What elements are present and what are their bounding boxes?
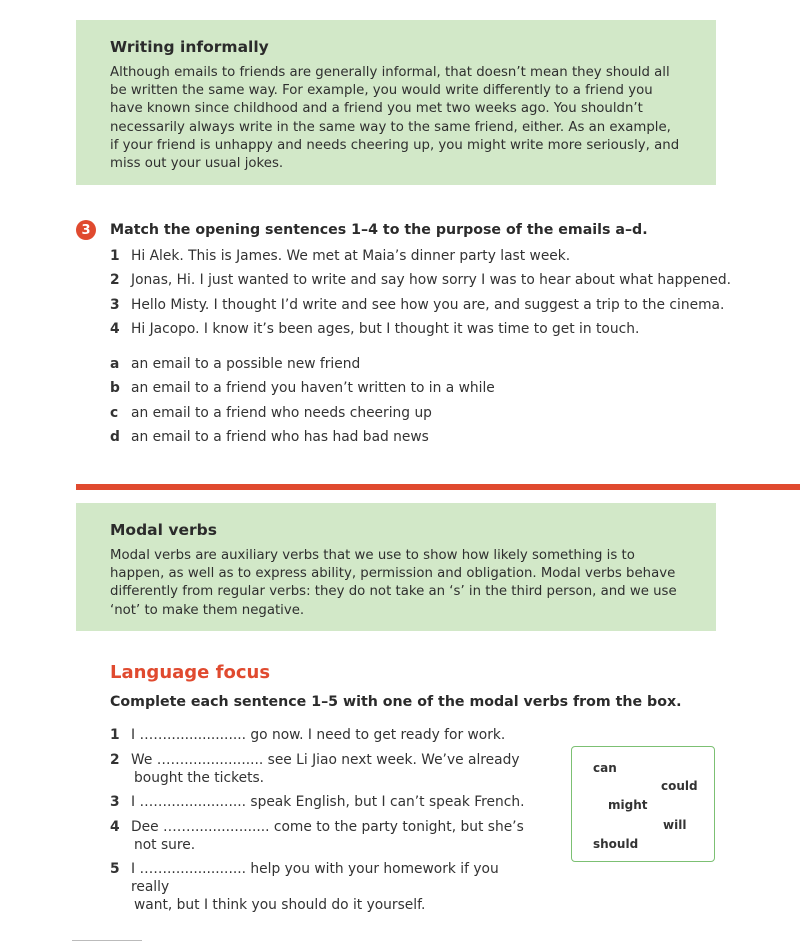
list-item bbox=[110, 379, 495, 403]
writing-box-body: Although emails to friends are generally informal, that doesn’t mean they should all be written the same way. For example, you would write differently to a friend you have known since childhood and a friend you met two weeks ago. You shouldn’t necessarily always write in the same way to the same friend, either. As an example, if your friend is unhappy and needs cheering up, you might write more seriously, and miss out your usual jokes. bbox=[110, 65, 680, 172]
page-footer-mark bbox=[72, 940, 142, 944]
modal-box-body: Modal verbs are auxiliary verbs that we use to show how likely something is to happen, as well as to express ability, permission and obligation. Modal verbs behave differently from regular verbs: they do not take an ‘s’ in the third person, and we use ‘not’ to make them negative. bbox=[110, 548, 677, 618]
language-focus-title: Language focus bbox=[110, 662, 271, 683]
item-key: 3 bbox=[110, 296, 120, 313]
language-focus-instruction: Complete each sentence 1–5 with one of the modal verbs from the box. bbox=[110, 694, 682, 710]
list-item bbox=[110, 726, 540, 744]
item-text: an email to a friend who needs cheering up bbox=[131, 404, 432, 421]
item-key: b bbox=[110, 380, 120, 397]
item-text: Jonas, Hi. I just wanted to write and say how sorry I was to hear about what happened. bbox=[131, 272, 731, 289]
list-item bbox=[110, 296, 731, 320]
item-key: 1 bbox=[110, 248, 120, 264]
item-text-continued: bought the tickets. bbox=[134, 769, 265, 786]
list-item bbox=[110, 793, 540, 811]
item-text: Hello Misty. I thought I’d write and see how you are, and suggest a trip to the cinema. bbox=[131, 296, 725, 313]
list-item bbox=[110, 860, 540, 914]
writing-box-title: Writing informally bbox=[110, 38, 269, 56]
word-should: should bbox=[593, 837, 639, 851]
item-text: We …….................. see Li Jiao next week. We’ve already bbox=[131, 751, 520, 768]
exercise-number-badge: 3 bbox=[76, 220, 96, 240]
item-text: an email to a friend who has had bad news bbox=[131, 428, 429, 445]
item-text: I …….................. go now. I need to get ready for work. bbox=[131, 727, 506, 743]
item-key: 5 bbox=[110, 861, 120, 877]
list-item bbox=[110, 428, 495, 452]
email-purposes-list bbox=[110, 355, 495, 452]
gap-fill-list bbox=[110, 726, 540, 921]
item-text-continued: not sure. bbox=[134, 836, 196, 853]
item-text-continued: want, but I think you should do it yourself. bbox=[134, 897, 426, 913]
item-text: Hi Jacopo. I know it’s been ages, but I thought it was time to get in touch. bbox=[131, 320, 640, 337]
writing-informally-box bbox=[76, 20, 716, 185]
list-item bbox=[110, 271, 731, 295]
item-text: an email to a possible new friend bbox=[131, 356, 361, 372]
list-item bbox=[110, 404, 495, 428]
item-key: 3 bbox=[110, 794, 120, 810]
item-text: Hi Alek. This is James. We met at Maia’s dinner party last week. bbox=[131, 248, 571, 264]
modal-verbs-box bbox=[76, 503, 716, 631]
exercise-3-instruction: Match the opening sentences 1–4 to the purpose of the emails a–d. bbox=[110, 222, 648, 238]
item-key: a bbox=[110, 356, 120, 372]
section-divider bbox=[76, 484, 800, 490]
list-item bbox=[110, 818, 540, 854]
word-can: can bbox=[593, 761, 617, 775]
modal-verbs-word-box bbox=[571, 746, 715, 862]
item-key: c bbox=[110, 404, 119, 421]
item-key: 2 bbox=[110, 751, 120, 768]
item-text: an email to a friend you haven’t written to in a while bbox=[131, 380, 495, 397]
item-key: 4 bbox=[110, 320, 120, 337]
list-item bbox=[110, 355, 495, 379]
word-might: might bbox=[608, 798, 648, 812]
word-could: could bbox=[661, 779, 698, 793]
list-item bbox=[110, 751, 540, 787]
word-will: will bbox=[663, 818, 687, 832]
item-key: d bbox=[110, 428, 120, 445]
list-item bbox=[110, 247, 731, 271]
modal-box-title: Modal verbs bbox=[110, 521, 217, 539]
opening-sentences-list bbox=[110, 247, 731, 344]
item-key: 1 bbox=[110, 727, 120, 743]
item-text: Dee …….................. come to the party tonight, but she’s bbox=[131, 818, 524, 835]
exercise-3-heading bbox=[76, 220, 648, 240]
item-text: I …….................. help you with your homework if you really bbox=[131, 861, 499, 895]
item-key: 2 bbox=[110, 272, 120, 289]
item-text: I …….................. speak English, but I can’t speak French. bbox=[131, 794, 525, 810]
list-item bbox=[110, 320, 731, 344]
item-key: 4 bbox=[110, 818, 120, 835]
